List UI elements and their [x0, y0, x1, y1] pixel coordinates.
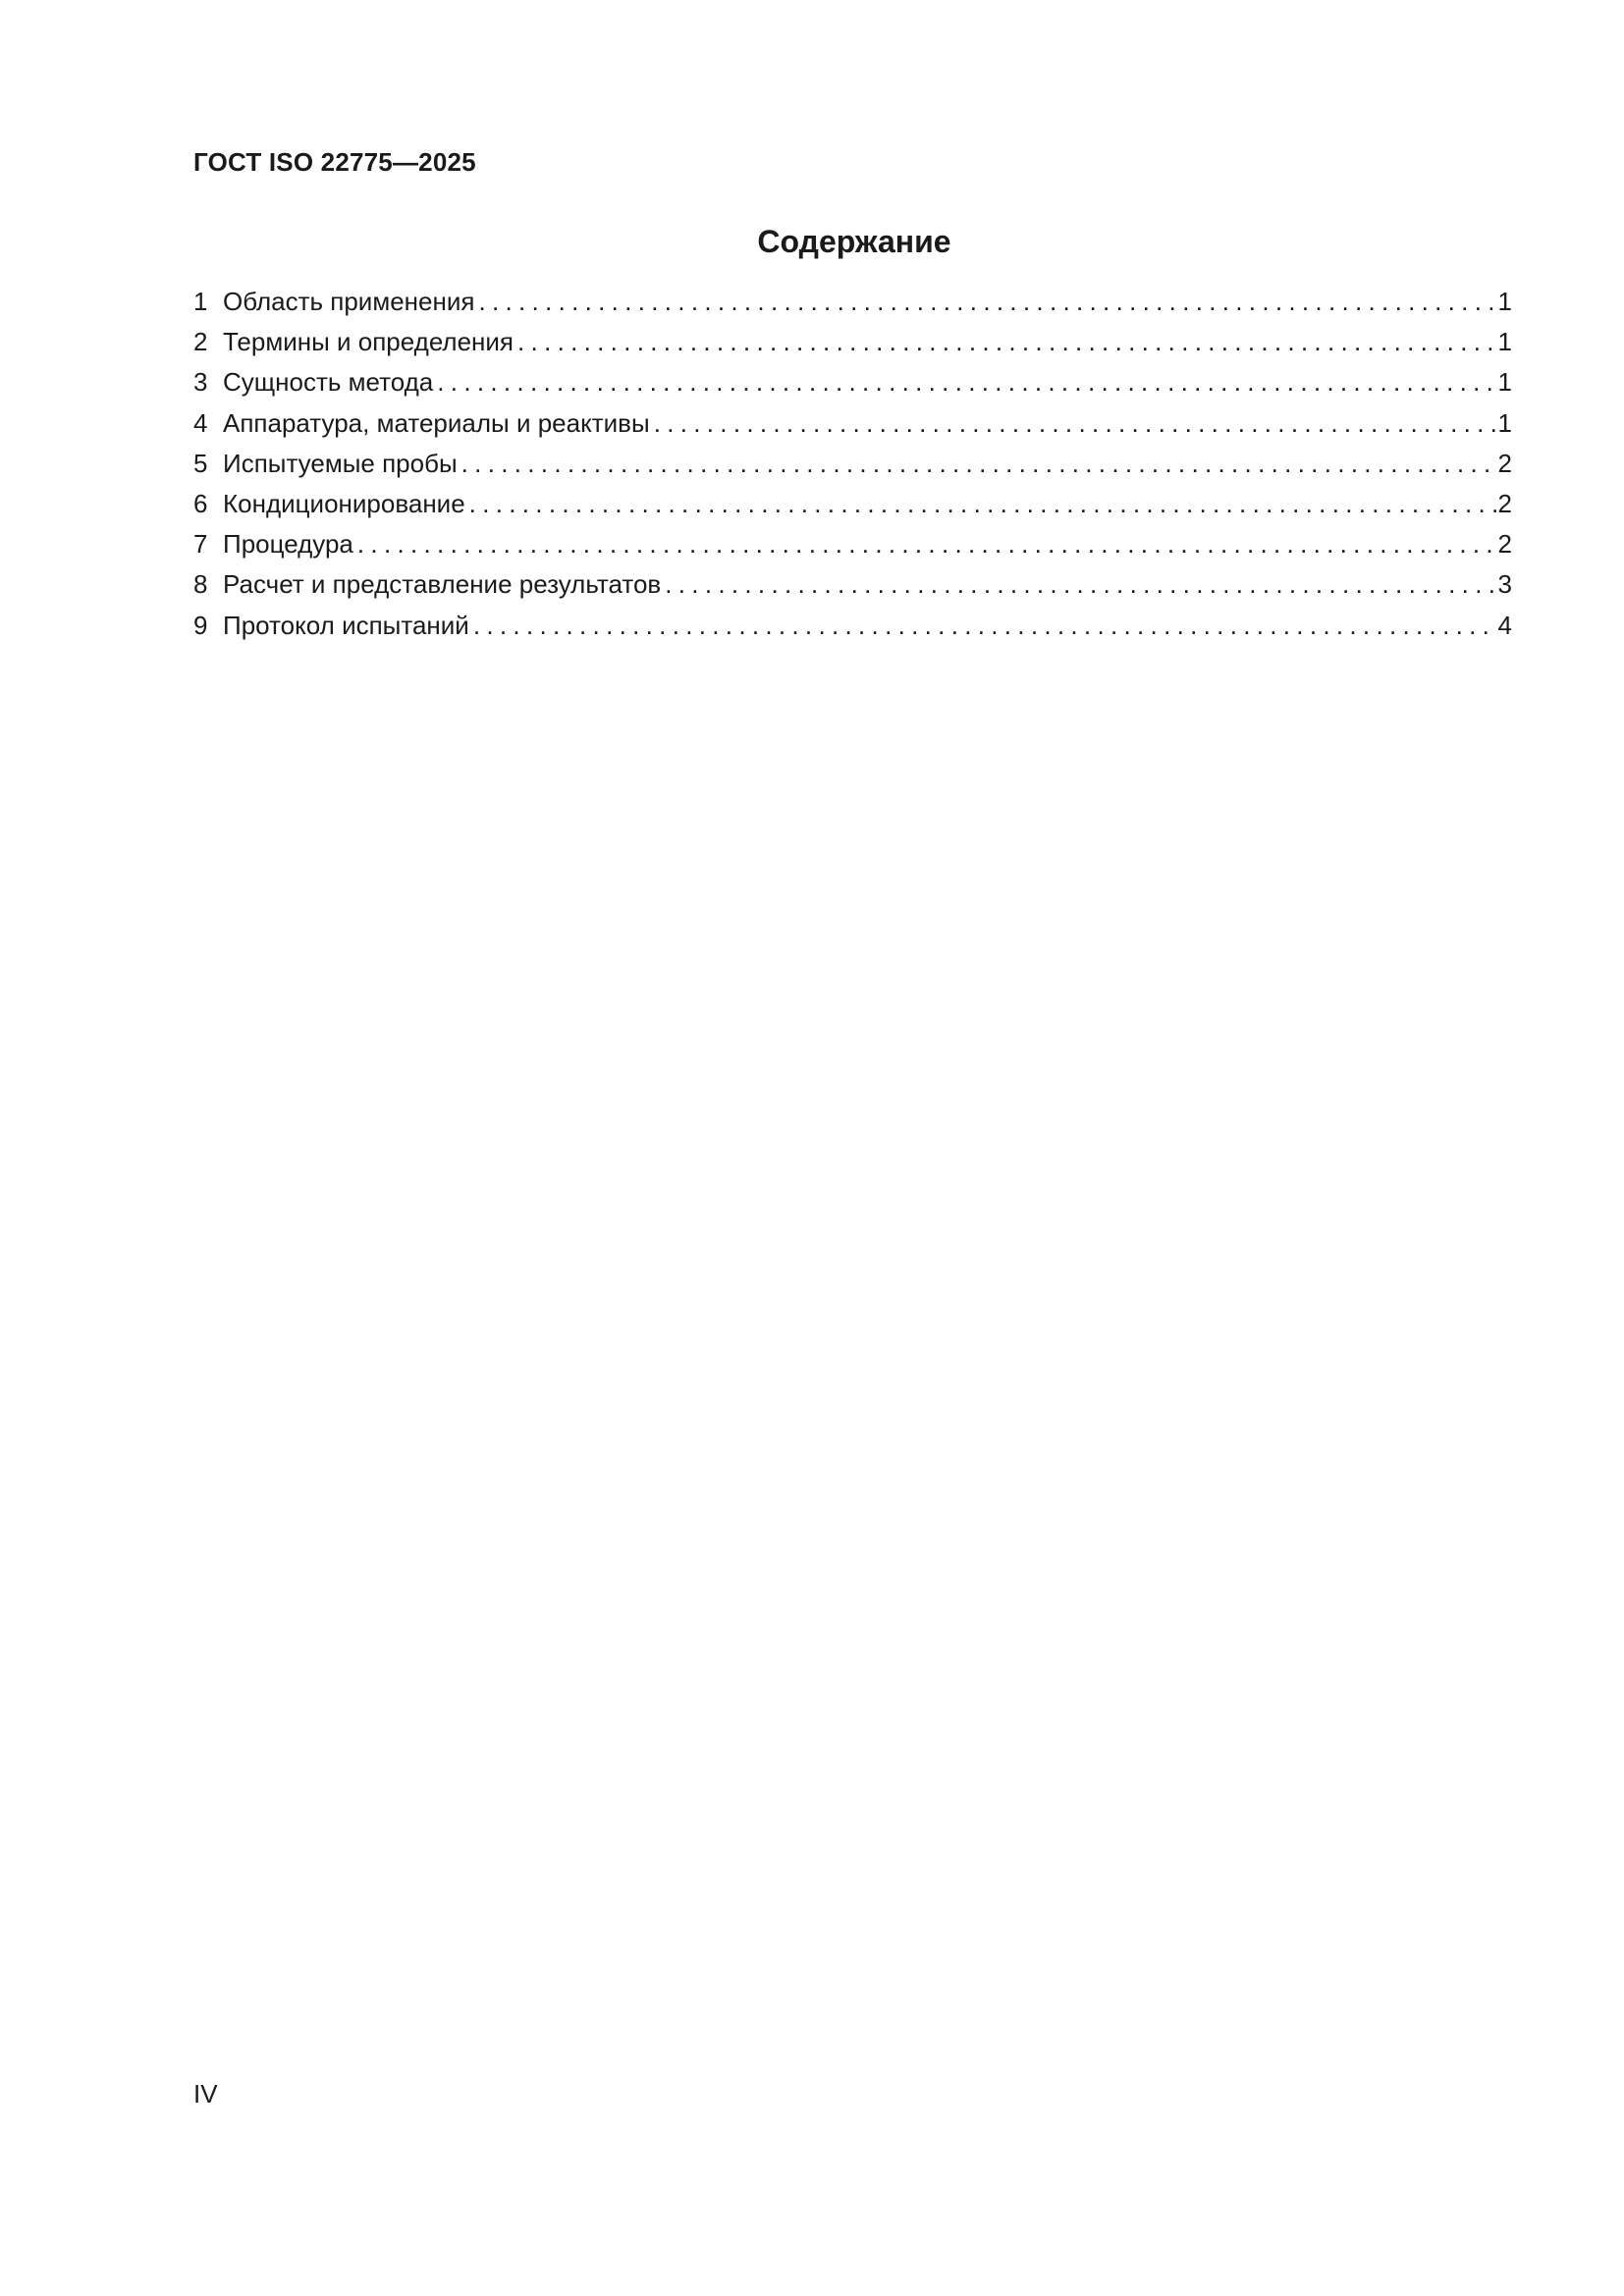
toc-entry-page: 1: [1497, 327, 1512, 357]
toc-leader-dots: [517, 327, 1496, 357]
toc-leader-dots: [665, 569, 1495, 600]
toc-entry-page: 1: [1497, 367, 1512, 398]
toc-entry-page: 3: [1497, 569, 1512, 600]
toc-entry-number: 3: [193, 367, 208, 398]
toc-leader-dots: [473, 611, 1496, 641]
toc-title: Содержание: [757, 224, 951, 259]
table-of-contents: [193, 287, 1512, 651]
toc-entry[interactable]: [193, 489, 1512, 529]
toc-entry-title: Аппаратура, материалы и реактивы: [223, 407, 650, 438]
toc-entry[interactable]: [193, 611, 1512, 651]
toc-entry-title: Испытуемые пробы: [223, 448, 458, 478]
toc-entry-title: Сущность метода: [223, 367, 434, 398]
toc-entry-title: Область применения: [223, 287, 475, 316]
toc-entry-title: Протокол испытаний: [223, 610, 469, 640]
toc-leader-dots: [357, 529, 1496, 560]
toc-entry-page: 2: [1497, 488, 1512, 518]
toc-entry-title: Кондиционирование: [223, 488, 465, 518]
page-number: IV: [193, 2079, 218, 2109]
toc-entry-page: 4: [1497, 610, 1512, 640]
toc-leader-dots: [461, 449, 1496, 479]
toc-entry-title: Процедура: [223, 529, 353, 560]
toc-entry-number: 5: [193, 448, 208, 478]
toc-entry[interactable]: [193, 529, 1512, 569]
toc-entry[interactable]: [193, 569, 1512, 610]
toc-entry-number: 4: [193, 407, 208, 438]
toc-entry-number: 1: [193, 287, 208, 316]
toc-entry-page: 1: [1497, 287, 1512, 316]
toc-entry-page: 2: [1497, 529, 1512, 560]
toc-leader-dots: [437, 367, 1495, 398]
document-code: ГОСТ ISO 22775—2025: [193, 147, 476, 177]
toc-leader-dots: [469, 489, 1496, 519]
toc-entry-number: 7: [193, 529, 208, 560]
toc-entry[interactable]: [193, 327, 1512, 367]
toc-leader-dots: [654, 408, 1496, 439]
toc-entry-number: 8: [193, 569, 208, 600]
toc-entry[interactable]: [193, 449, 1512, 489]
toc-entry-number: 9: [193, 610, 208, 640]
toc-leader-dots: [478, 287, 1495, 317]
toc-entry-title: Термины и определения: [223, 327, 514, 357]
toc-entry[interactable]: [193, 367, 1512, 407]
toc-entry-page: 1: [1497, 407, 1512, 438]
toc-entry[interactable]: [193, 287, 1512, 327]
toc-entry[interactable]: [193, 408, 1512, 449]
toc-entry-number: 2: [193, 327, 208, 357]
toc-entry-page: 2: [1497, 448, 1512, 478]
toc-entry-number: 6: [193, 488, 208, 518]
toc-entry-title: Расчет и представление результатов: [223, 569, 662, 600]
